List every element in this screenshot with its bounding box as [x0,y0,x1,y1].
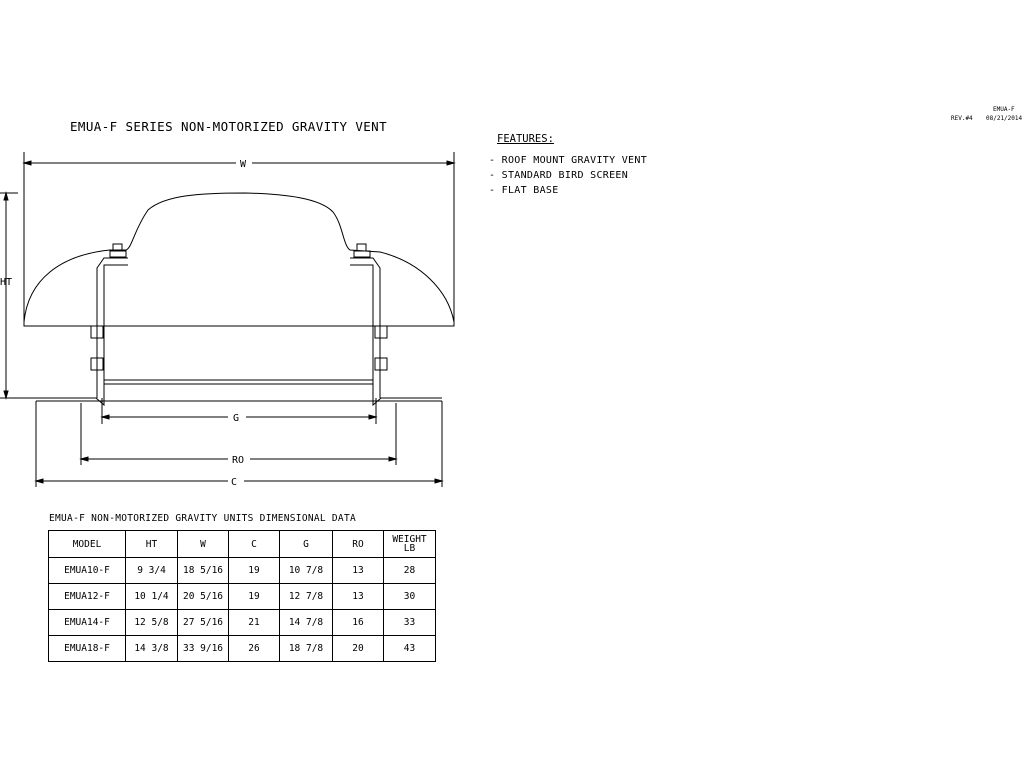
ro-arrow-right [389,457,396,461]
cell-ht: 12 5/8 [126,610,178,636]
bracket-right-inner [350,265,373,398]
cell-w: 33 9/16 [178,636,229,662]
side-bolt [375,326,387,338]
cell-ht: 10 1/4 [126,584,178,610]
cell-ht: 9 3/4 [126,558,178,584]
feature-item: - STANDARD BIRD SCREEN [489,170,629,181]
cell-c: 26 [229,636,280,662]
dim-label-ro: RO [232,455,245,466]
cell-g: 14 7/8 [280,610,333,636]
cell-c: 19 [229,558,280,584]
cell-g: 10 7/8 [280,558,333,584]
feature-item: - FLAT BASE [489,185,559,196]
dim-label-c: C [231,477,238,488]
cell-model: EMUA12-F [49,584,126,610]
c-arrow-right [435,479,442,483]
cell-ro: 13 [333,584,384,610]
hood-bolt-left [110,251,126,257]
table-row [49,558,436,584]
column-header-weight [384,531,436,558]
c-arrow-left [36,479,43,483]
hood-inner-edge [24,322,454,326]
ht-arrow-bottom [4,391,8,398]
column-header-g: G [280,531,333,558]
w-arrow-right [447,161,454,165]
cell-ro: 16 [333,610,384,636]
cell-w: 27 5/16 [178,610,229,636]
column-header-ro: RO [333,531,384,558]
dim-label-w: W [240,159,247,170]
cell-weight: 43 [384,636,436,662]
cell-g: 18 7/8 [280,636,333,662]
dim-label-g: G [233,413,240,424]
cell-w: 20 5/16 [178,584,229,610]
bracket-left [97,258,128,398]
side-bolt [375,358,387,370]
table-row [49,610,436,636]
dim-label-ht: HT [0,277,13,288]
w-arrow-left [24,161,31,165]
dimensional-data-table [48,530,436,662]
weight-header-label: WEIGHT [392,534,427,545]
column-header-ht: HT [126,531,178,558]
bracket-left-inner [104,265,128,398]
cell-w: 18 5/16 [178,558,229,584]
column-header-model: MODEL [49,531,126,558]
g-arrow-right [369,415,376,419]
hood-bolt-right [354,251,370,257]
cell-g: 12 7/8 [280,584,333,610]
cell-ro: 13 [333,558,384,584]
hood-bolt-right-nut [357,244,366,251]
cell-model: EMUA14-F [49,610,126,636]
page-title: EMUA-F SERIES NON-MOTORIZED GRAVITY VENT [70,119,388,134]
cell-model: EMUA10-F [49,558,126,584]
feature-item: - ROOF MOUNT GRAVITY VENT [489,155,648,166]
table-caption: EMUA-F NON-MOTORIZED GRAVITY UNITS DIMENSIONAL DATA [49,513,356,524]
column-header-c: C [229,531,280,558]
ro-arrow-left [81,457,88,461]
features-heading: FEATURES: [497,133,554,145]
cell-weight: 33 [384,610,436,636]
cell-model: EMUA18-F [49,636,126,662]
g-arrow-left [102,415,109,419]
table-row [49,636,436,662]
cell-weight: 28 [384,558,436,584]
table-row [49,584,436,610]
weight-unit: LB [403,543,416,554]
cell-weight: 30 [384,584,436,610]
revision-date: 08/21/2014 [986,115,1023,122]
revision-number: REV.#4 [951,115,973,122]
cell-ht: 14 3/8 [126,636,178,662]
table-header-row [49,531,436,558]
cell-c: 19 [229,584,280,610]
ht-arrow-top [4,193,8,200]
column-header-w: W [178,531,229,558]
cell-ro: 20 [333,636,384,662]
revision-model: EMUA-F [993,106,1015,113]
hood-outline [24,193,454,322]
cell-c: 21 [229,610,280,636]
